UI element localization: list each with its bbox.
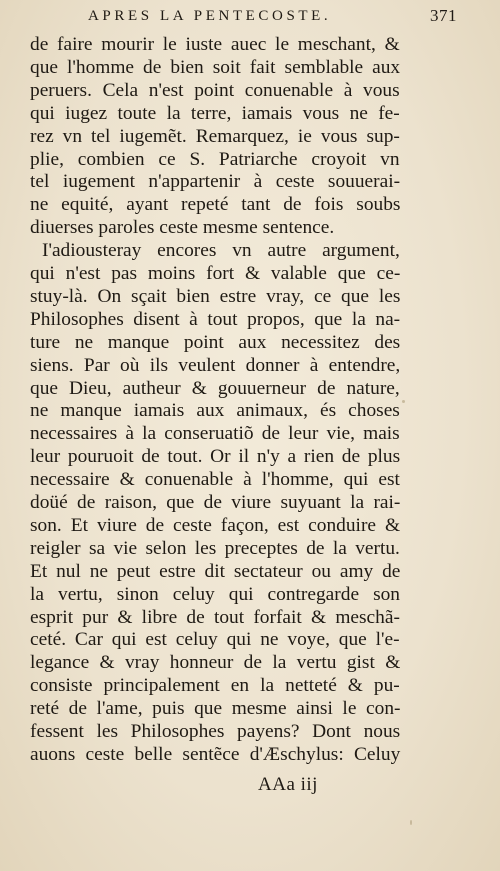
paper-speck: [410, 820, 412, 825]
text-line: ture ne manque point aux necessitez des: [30, 331, 401, 353]
text-line: siens. Par où ils veulent donner à entendre,: [30, 354, 401, 376]
text-line: ne equité, ayant repeté tant de fois soubs: [30, 194, 401, 216]
text-line: plie, combien ce S. Patriarche croyoit vn: [30, 148, 400, 170]
text-line: legance & vray honneur de la vertu gist &: [30, 652, 401, 674]
text-line: esprit pur & libre de tout forfait & meschã-: [30, 606, 400, 628]
text-line: reigler sa vie selon les preceptes de la vertu.: [30, 537, 400, 559]
text-line: I'adiousteray encores vn autre argument,: [42, 240, 400, 262]
text-line: ceté. Car qui est celuy qui ne voye, que l'e-: [30, 629, 400, 651]
text-line: tel iugement n'appartenir à ceste souuerai-: [30, 171, 401, 193]
text-line: necessaire & conuenable à l'homme, qui est: [30, 469, 400, 491]
text-line: de faire mourir le iuste auec le meschant, &: [30, 34, 400, 55]
text-line: stuy-là. On sçait bien estre vray, ce que les: [30, 285, 401, 307]
text-line: consiste principalement en la netteté & pu-: [30, 675, 400, 697]
text-line: la vertu, sinon celuy qui contregarde son: [30, 583, 401, 605]
text-line: rez vn tel iugemẽt. Remarquez, ie vous sup-: [30, 125, 400, 147]
text-line: doüé de raison, que de viure suyuant la rai-: [30, 492, 401, 513]
text-line: qui iugez toute la terre, iamais vous ne fe-: [30, 102, 400, 124]
paper-speck: [402, 400, 405, 403]
text-line: son. Et viure de ceste façon, est conduire &: [30, 514, 401, 536]
text-line: leur pouruoit de tout. Or il n'y a rien de plus: [30, 446, 401, 468]
text-line: necessaires à la conseruatiõ de leur vie, mais: [30, 423, 400, 445]
running-head: APRES LA PENTECOSTE.: [88, 8, 332, 24]
text-line: qui n'est pas moins fort & valable que ce-: [30, 263, 401, 284]
text-line: Et nul ne peut estre dit sectateur ou amy de: [30, 560, 401, 582]
page-number: 371: [430, 6, 457, 25]
text-line: diuerses paroles ceste mesme sentence.: [30, 217, 335, 239]
text-line: auons ceste belle sentẽce d'Æschylus: Celuy: [30, 743, 401, 765]
text-line: que Dieu, autheur & gouuerneur de nature,: [30, 377, 400, 399]
signature-mark: AAa iij: [258, 774, 318, 795]
text-line: reté de l'ame, puis que mesme ainsi le con-: [30, 698, 401, 720]
text-line: fessent les Philosophes payens? Dont nous: [30, 721, 401, 742]
text-line: Philosophes disent à tout propos, que la na-: [30, 308, 401, 330]
text-line: peruers. Cela n'est point conuenable à vous: [30, 79, 400, 101]
text-line: ne manque iamais aux animaux, és choses: [30, 400, 400, 422]
text-line: que l'homme de bien soit fait semblable aux: [30, 56, 401, 78]
